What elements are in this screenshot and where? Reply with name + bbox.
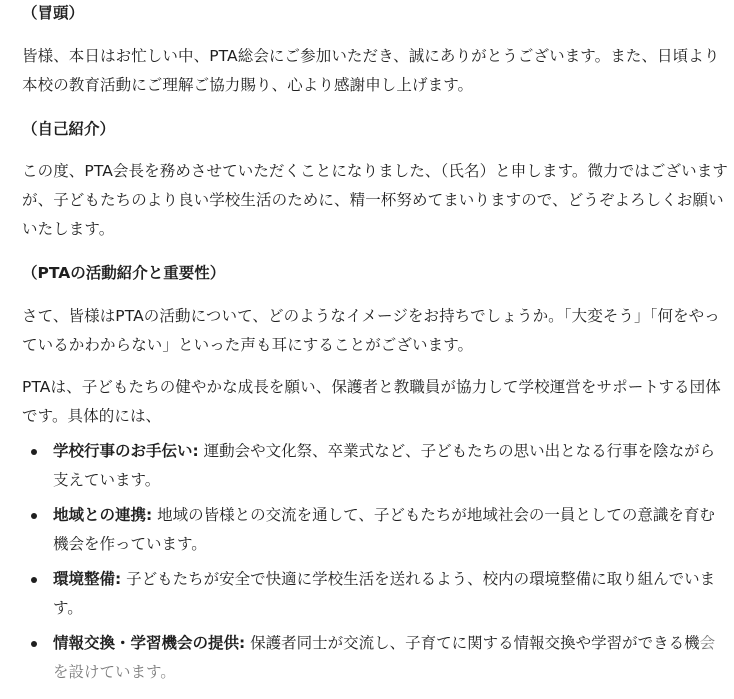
list-item-text-faded: 会を設けています。 — [53, 634, 716, 681]
heading-opening: （冒頭） — [22, 4, 85, 22]
heading-self-introduction: （自己紹介） — [22, 120, 116, 138]
paragraph-opening: 皆様、本日はお忙しい中、PTA総会にご参加いただき、誠にありがとうございます。また、日頃より本校の教育活動にご理解ご協力賜り、心より感謝申し上げます。 — [22, 47, 720, 94]
paragraph-self-introduction: この度、PTA会長を務めさせていただくことになりました、（氏名）と申します。微力ではございますが、子どもたちのより良い学校生活のために、精一杯努めてまいりますので、どうぞよろしくお願いいたします。 — [22, 162, 728, 238]
list-item — [22, 501, 718, 559]
list-item-term: 地域との連携: — [53, 506, 153, 524]
list-item — [22, 437, 718, 495]
bullet-icon — [31, 577, 37, 583]
bullet-icon — [31, 449, 37, 455]
list-item-text: 子どもたちが安全で快適に学校生活を送れるよう、校内の環境整備に取り組んでいます。 — [53, 570, 716, 617]
activity-list — [22, 437, 718, 687]
list-item-text: 運動会や文化祭、卒業式など、子どもたちの思い出となる行事を陰ながら支えています。 — [53, 442, 716, 489]
list-item-text: 保護者同士が交流し、子育てに関する情報交換や学習ができる機 — [245, 634, 700, 652]
list-item — [22, 629, 718, 687]
paragraph-pta-image: さて、皆様はPTAの活動について、どのようなイメージをお持ちでしょうか。「大変そう」「何をやっているかわからない」といった声も耳にすることがございます。 — [22, 307, 720, 354]
paragraph-pta-definition: PTAは、子どもたちの健やかな成長を願い、保護者と教職員が協力して学校運営をサポートする団体です。具体的には、 — [22, 378, 721, 425]
list-item-term: 学校行事のお手伝い: — [53, 442, 199, 460]
bullet-icon — [31, 513, 37, 519]
list-item-text: 地域の皆様との交流を通して、子どもたちが地域社会の一員としての意識を育む機会を作っています。 — [53, 506, 715, 553]
list-item-term: 環境整備: — [53, 570, 122, 588]
bullet-icon — [31, 641, 37, 647]
heading-pta-activities: （PTAの活動紹介と重要性） — [22, 264, 226, 282]
list-item — [22, 565, 718, 623]
list-item-term: 情報交換・学習機会の提供: — [53, 634, 246, 652]
